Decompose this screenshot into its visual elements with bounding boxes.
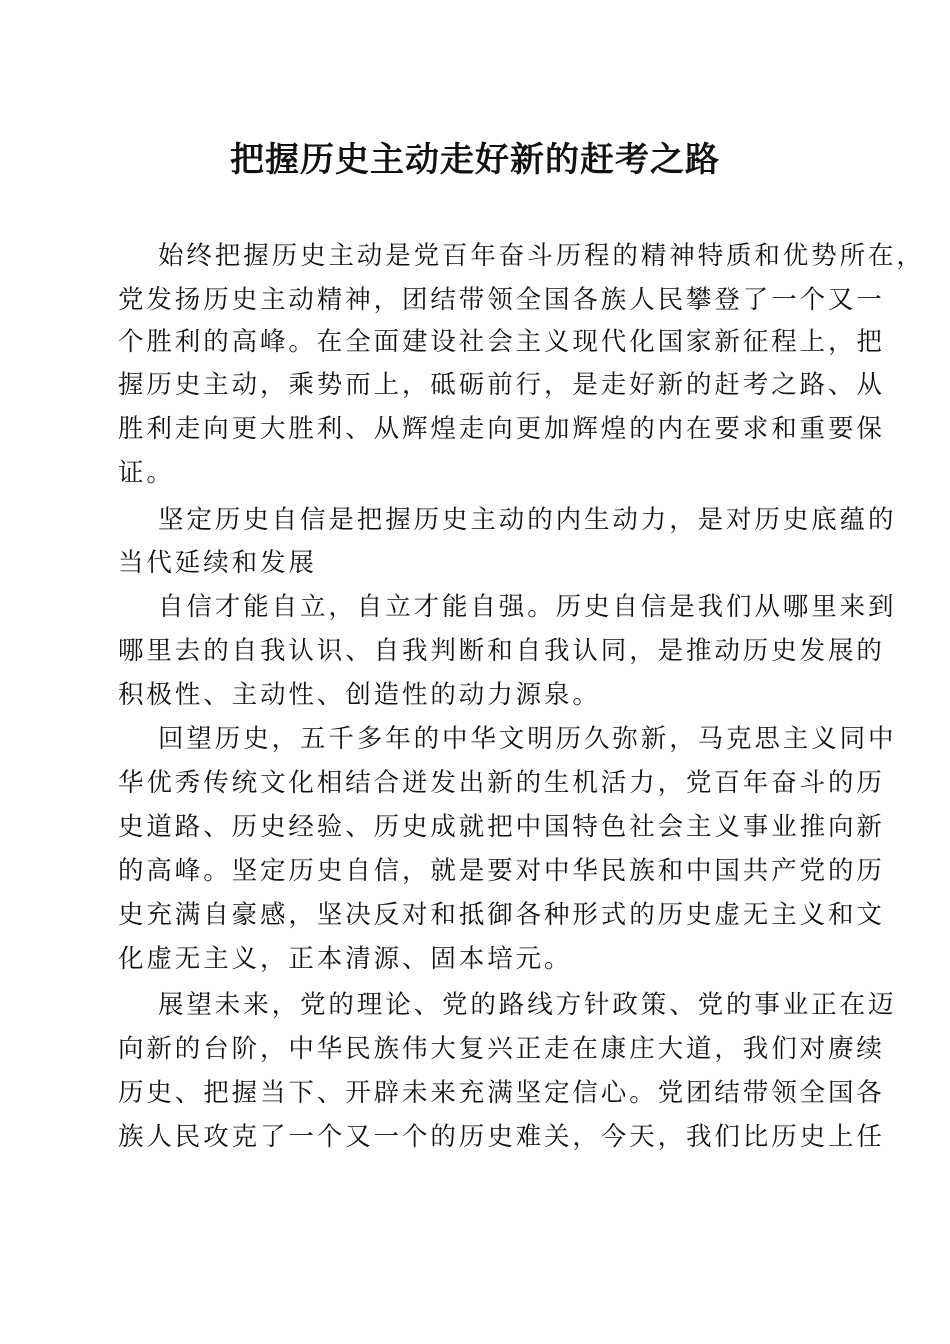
text-line: 华优秀传统文化相结合迸发出新的生机活力，党百年奋斗的历 <box>118 768 885 798</box>
text-line: 回望历史，五千多年的中华文明历久弥新，马克思主义同中 <box>158 724 897 754</box>
text-line: 哪里去的自我认识、自我判断和自我认同，是推动历史发展的 <box>118 636 885 666</box>
text-line: 坚定历史自信是把握历史主动的内生动力，是对历史底蕴的 <box>158 505 897 535</box>
text-line: 证。 <box>118 458 175 488</box>
text-line: 向新的台阶，中华民族伟大复兴正走在康庄大道，我们对赓续 <box>118 1034 885 1064</box>
text-line: 积极性、主动性、创造性的动力源泉。 <box>118 680 601 710</box>
text-line: 胜利走向更大胜利、从辉煌走向更加辉煌的内在要求和重要保 <box>118 414 885 444</box>
text-line: 展望未来，党的理论、党的路线方针政策、党的事业正在迈 <box>158 990 897 1020</box>
text-line: 当代延续和发展 <box>118 548 317 578</box>
text-line: 族人民攻克了一个又一个的历史难关，今天，我们比历史上任 <box>118 1122 885 1152</box>
text-line: 个胜利的高峰。在全面建设社会主义现代化国家新征程上，把 <box>118 327 885 357</box>
document-title: 把握历史主动走好新的赶考之路 <box>230 140 720 180</box>
text-line: 的高峰。坚定历史自信，就是要对中华民族和中国共产党的历 <box>118 856 885 886</box>
text-line: 党发扬历史主动精神，团结带领全国各族人民攀登了一个又一 <box>118 285 885 315</box>
text-line: 始终把握历史主动是党百年奋斗历程的精神特质和优势所在， <box>158 241 925 271</box>
text-line: 自信才能自立，自立才能自强。历史自信是我们从哪里来到 <box>158 592 897 622</box>
text-line: 历史、把握当下、开辟未来充满坚定信心。党团结带领全国各 <box>118 1078 885 1108</box>
text-line: 化虚无主义，正本清源、固本培元。 <box>118 944 573 974</box>
text-line: 史道路、历史经验、历史成就把中国特色社会主义事业推向新 <box>118 812 885 842</box>
text-line: 史充满自豪感，坚决反对和抵御各种形式的历史虚无主义和文 <box>118 900 885 930</box>
text-line: 握历史主动，乘势而上，砥砺前行，是走好新的赶考之路、从 <box>118 370 885 400</box>
